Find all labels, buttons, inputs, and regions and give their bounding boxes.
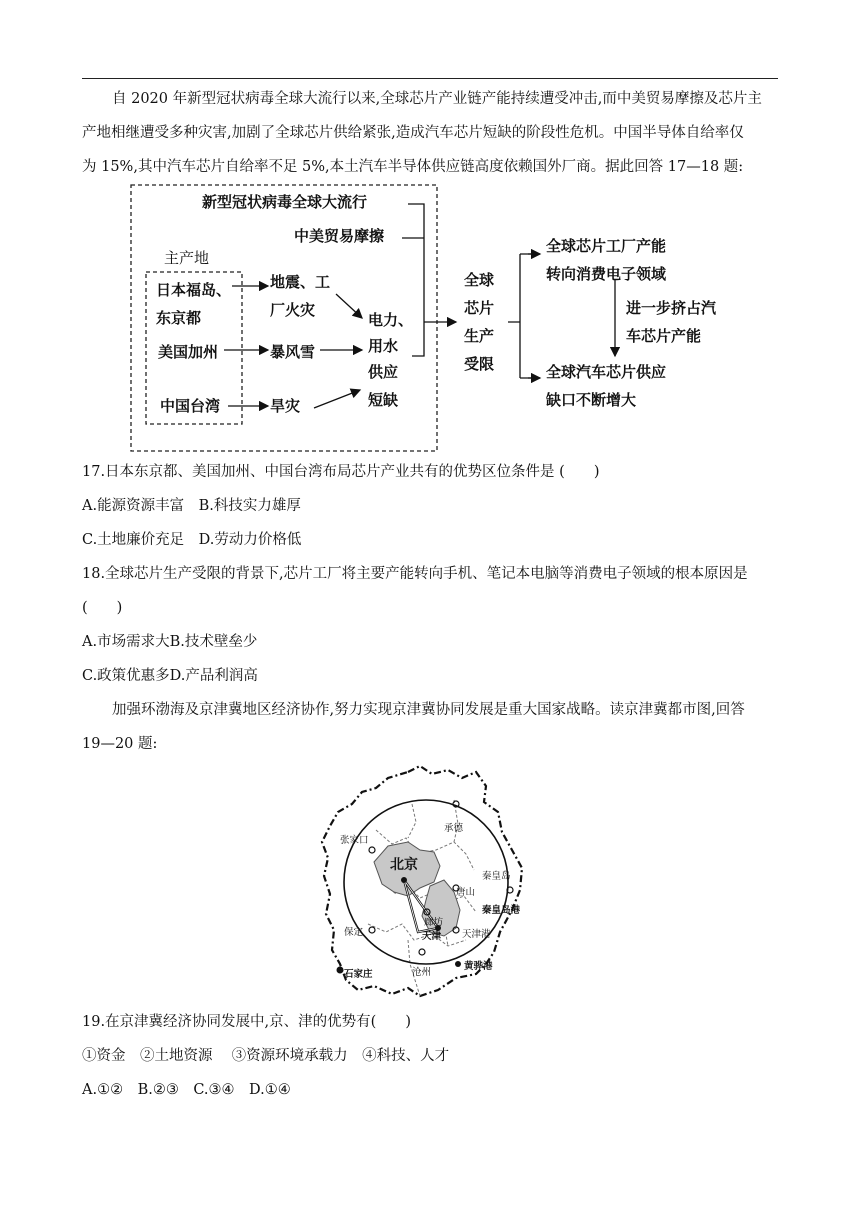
node-japan-2: 东京都 (156, 309, 202, 327)
node-squeeze-2: 车芯片产能 (626, 327, 702, 345)
map-label-baoding: 保定 (344, 927, 364, 938)
header-rule (82, 78, 778, 79)
map-label-beijing: 北京 (390, 857, 418, 873)
intro-line-1: 自 2020 年新型冠状病毒全球大流行以来,全球芯片产业链产能持续遭受冲击,而中美贸易摩擦及芯片主 (112, 91, 762, 107)
intro-line-3: 为 15%,其中汽车芯片自给率不足 5%,本土汽车半导体供应链高度依赖国外厂商。据此回答 17—18 题: (82, 159, 744, 175)
q19-options: A.①② B.②③ C.③④ D.①④ (82, 1082, 291, 1098)
node-origin-title: 主产地 (164, 249, 210, 267)
map-label-tangshan: 唐山 (456, 887, 476, 898)
node-power-1: 电力、 (368, 311, 414, 329)
map-label-cangzhou: 沧州 (412, 967, 432, 978)
jingjinji-map (316, 764, 528, 1000)
node-gap-1: 全球汽车芯片供应 (546, 363, 667, 381)
node-limit-1: 全球 (464, 271, 495, 289)
map-label-zhangjiakou: 张家口 (340, 835, 369, 846)
q18-blank: ( ) (82, 600, 123, 616)
map-label-qinhuangdao: 秦皇岛 (482, 871, 511, 882)
node-quake-1: 地震、工 (270, 273, 331, 291)
map-label-qinhuangdao-port: 秦皇岛港 (482, 905, 521, 916)
node-shift-2: 转向消费电子领域 (546, 265, 667, 283)
q17-options-cd: C.土地廉价充足 D.劳动力价格低 (82, 532, 302, 548)
map-label-huanghua-port: 黄骅港 (464, 961, 493, 972)
intro-line-2: 产地相继遭受多种灾害,加剧了全球芯片供给紧张,造成汽车芯片短缺的阶段性危机。中国半导体自给率仅 (82, 125, 744, 141)
q18-options-ab: A.市场需求大B.技术壁垒少 (82, 634, 258, 650)
node-power-2: 用水 (368, 337, 399, 355)
node-quake-2: 厂火灾 (270, 301, 316, 319)
node-power-3: 供应 (368, 363, 399, 381)
node-blizzard: 暴风雪 (270, 343, 316, 361)
map-label-tianjin: 天津 (422, 931, 442, 942)
node-power-4: 短缺 (368, 391, 399, 409)
q18-options-cd: C.政策优惠多D.产品利润高 (82, 668, 258, 684)
map-label-tianjin-port: 天津港 (462, 929, 491, 940)
intro2-line-2: 19—20 题: (82, 736, 158, 752)
node-limit-2: 芯片 (464, 299, 495, 317)
q19-stem: 19.在京津冀经济协同发展中,京、津的优势有( ) (82, 1014, 411, 1030)
q17-stem: 17.日本东京都、美国加州、中国台湾布局芯片产业共有的优势区位条件是 ( ) (82, 464, 600, 480)
node-squeeze-1: 进一步挤占汽 (626, 299, 717, 317)
node-limit-4: 受限 (464, 355, 495, 373)
map-label-langfang: 廊坊 (424, 917, 444, 928)
node-limit-3: 生产 (464, 327, 495, 345)
node-taiwan: 中国台湾 (160, 397, 221, 415)
map-label-chengde: 承德 (444, 823, 464, 834)
intro2-line-1: 加强环渤海及京津冀地区经济协作,努力实现京津冀协同发展是重大国家战略。读京津冀都市图,回答 (112, 702, 745, 718)
node-trade-friction: 中美贸易摩擦 (294, 227, 385, 245)
node-shift-1: 全球芯片工厂产能 (546, 237, 667, 255)
q18-stem: 18.全球芯片生产受限的背景下,芯片工厂将主要产能转向手机、笔记本电脑等消费电子领域的根本原因是 (82, 566, 748, 582)
node-drought: 旱灾 (270, 397, 301, 415)
q19-items: ①资金 ②土地资源 ③资源环境承载力 ④科技、人才 (82, 1048, 450, 1064)
node-japan-1: 日本福岛、 (156, 281, 232, 299)
node-pandemic: 新型冠状病毒全球大流行 (202, 193, 368, 211)
map-label-shijiazhuang: 石家庄 (344, 969, 373, 980)
node-us-ca: 美国加州 (158, 343, 219, 361)
flow-diagram (130, 184, 717, 454)
q17-options-ab: A.能源资源丰富 B.科技实力雄厚 (82, 498, 301, 514)
node-gap-2: 缺口不断增大 (546, 391, 637, 409)
